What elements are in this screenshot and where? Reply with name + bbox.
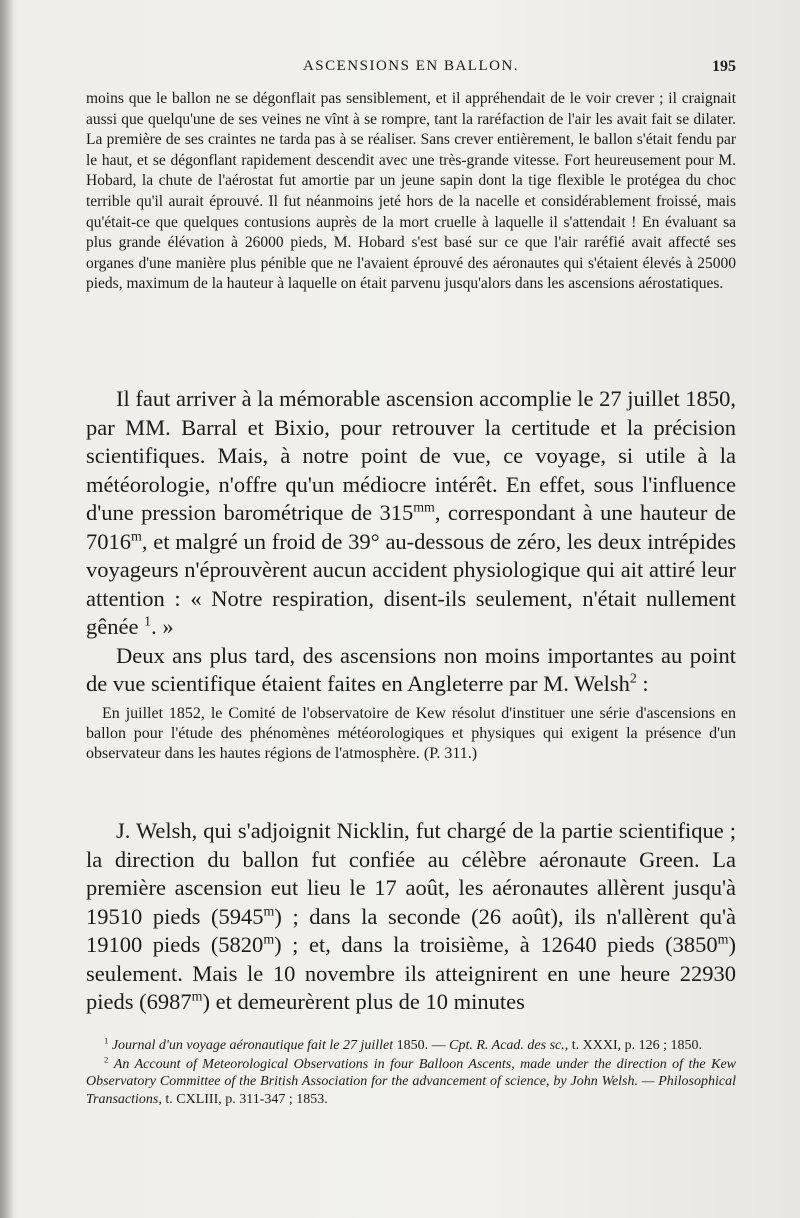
quote-text: En juillet 1852, le Comité de l'observatoire de Kew résolut d'instituer une série d'ascensions en ballon pour l'étude des phénomènes météorologiques et physiques qui exigent la présence d'un observateur dans les hautes régions de l'atmosphère. (P. 311.): [86, 705, 736, 762]
footnote-2: [86, 1053, 736, 1109]
footnote-reference: 1: [144, 614, 152, 630]
paragraph-welsh-intro-end: :: [636, 671, 649, 696]
unit-superscript: m: [717, 932, 729, 948]
unit-superscript: m: [263, 904, 275, 919]
intro-paragraph: [86, 89, 736, 295]
paragraph-welsh-intro: [86, 642, 736, 699]
paragraph-barral-text-3: , et malgré un froid de 39° au-dessous de zéro, les deux intrépides voyageurs n'éprouvèrent aucun accident physiologique qui ait attiré leur attention : « Notre respiration, disent-ils seulement, n'était nullement gênée: [86, 528, 736, 639]
paragraph-welsh: [86, 817, 736, 1017]
footnote-reference: 2: [629, 671, 637, 687]
paragraph-welsh-text-5: ) et demeurèrent plus de 10 minutes: [202, 989, 525, 1014]
binding-shadow: [0, 0, 14, 1218]
footnote-1-source: Cpt. R. Acad. des sc.,: [449, 1038, 569, 1053]
block-quote: [86, 704, 736, 764]
footnote-2-ref: t. CXLIII, p. 311-347 ; 1853.: [161, 1091, 328, 1107]
paragraph-barral-text-2: , correspondant à une hauteur de 7016: [86, 500, 736, 554]
footnote-1-year: 1850. —: [393, 1038, 450, 1053]
paragraph-barral: [86, 385, 736, 642]
intro-paragraph-text: moins que le ballon ne se dégonflait pas sensiblement, et il appréhendait de le voir crever ; il craignait aussi que quelqu'une de ses veines ne vînt à se rompre, tant la raréfaction de l'air les avait fait se dilater. La première de ses craintes ne tarda pas à se réaliser. Sans crever entièrement, le ballon s'était fendu par le haut, et se dégonflant rapidement descendit avec une très-grande vitesse. Fort heureusement pour M. Hobard, la chute de l'aérostat fut amortie par un jeune sapin dont la tige flexible le protégea du choc terrible qu'il aurait éprouvé. Il fut néanmoins jeté hors de la nacelle et considérablement froissé, mais qu'était-ce que quelques contusions auprès de la mort cruelle à laquelle il s'attendait ! En évaluant sa plus grande élévation à 26000 pieds, M. Hobard s'est basé sur ce que l'air raréfié avait affecté ses organes d'une manière plus pénible que ne l'avaient éprouvé des aéronautes qui s'étaient élevés à 25000 pieds, maximum de la hauteur à laquelle on était parvenu jusqu'alors dans les ascensions aérostatiques.: [86, 90, 736, 293]
footnotes: [86, 1037, 736, 1109]
paragraph-welsh-text-4: ) seulement. Mais le 10 novembre ils atteignirent en une heure 22930 pieds (6987: [86, 932, 736, 1014]
paragraph-welsh-intro-text: Deux ans plus tard, des ascensions non moins importantes au point de vue scientifique étaient faites en Angleterre par M. Welsh: [86, 642, 736, 696]
footnote-number: 1: [104, 1035, 109, 1046]
footnote-1: [86, 1037, 736, 1055]
footnote-1-ref: t. XXXI, p. 126 ; 1850.: [568, 1038, 703, 1053]
paragraph-welsh-block: [86, 817, 736, 1017]
page-header: [86, 58, 736, 82]
footnote-1-title: Journal d'un voyage aéronautique fait le 27 juillet: [111, 1038, 394, 1053]
unit-superscript: m: [191, 989, 203, 1005]
paragraph-welsh-text-3: ) ; et, dans la troisième, à 12640 pieds (3850: [274, 932, 718, 957]
footnote-2-title: An Account of Meteorological Observations in four Balloon Ascents, made under the direction of the Kew Observatory Committee of the British Association for the advancement of science, by John Welsh. — Philosophical Transactions,: [86, 1056, 736, 1107]
unit-superscript: mm: [413, 500, 435, 516]
paragraph-barral-text-1: Il faut arriver à la mémorable ascension accomplie le 27 juillet 1850, par MM. Barral et Bixio, pour retrouver la certitude et la précision scientifiques. Mais, à notre point de vue, ce voyage, si utile à la météorologie, n'offre qu'un médiocre intérêt. En effet, sous l'influence d'une pression barométrique de 315: [86, 386, 736, 525]
running-title: ASCENSIONS EN BALLON.: [302, 58, 520, 74]
paragraph-barral-text-4: . »: [151, 614, 174, 639]
page-number: 195: [712, 58, 736, 75]
paragraph-welsh-text-1: J. Welsh, qui s'adjoignit Nicklin, fut chargé de la partie scientifique ; la direction du ballon fut confiée au célèbre aéronaute Green. La première ascension eut lieu le 17 août, les aéronautes allèrent jusqu'à 19510 pieds (5945: [86, 818, 736, 929]
main-text: [86, 385, 736, 699]
footnote-number: 2: [104, 1053, 109, 1064]
unit-superscript: m: [263, 932, 275, 948]
unit-superscript: m: [131, 529, 142, 544]
paragraph-welsh-text-2: ) ; dans la seconde (26 août), ils n'allèrent qu'à 19100 pieds (5820: [86, 903, 736, 957]
